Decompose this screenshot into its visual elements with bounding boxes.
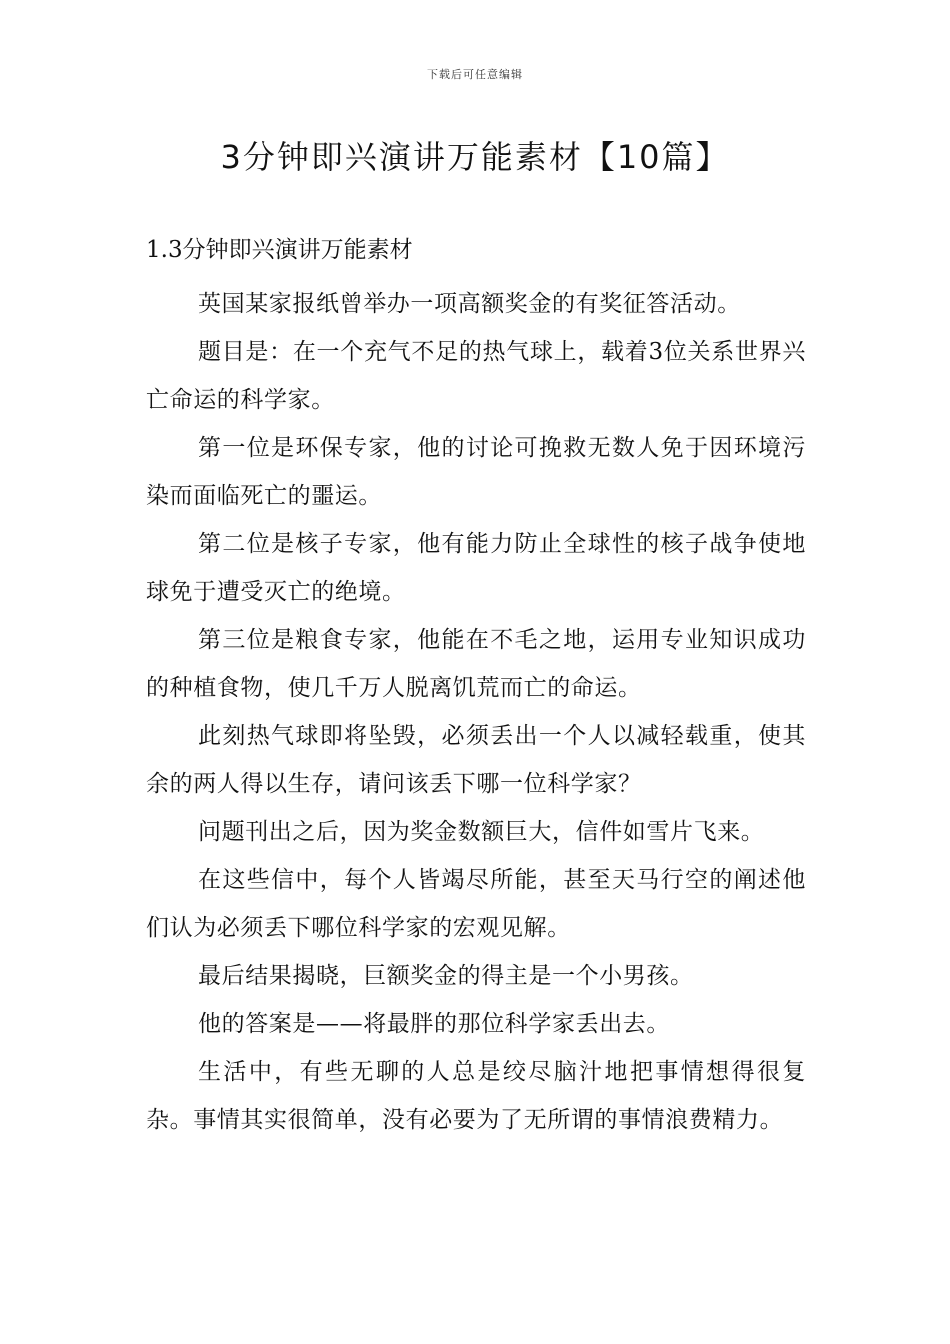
paragraph: 第二位是核子专家，他有能力防止全球性的核子战争使地球免于遭受灭亡的绝境。	[146, 531, 806, 605]
paragraph: 在这些信中，每个人皆竭尽所能，甚至天马行空的阐述他们认为必须丢下哪位科学家的宏观见解。	[146, 867, 806, 941]
paragraph: 最后结果揭晓，巨额奖金的得主是一个小男孩。	[198, 963, 694, 989]
paragraph: 问题刊出之后，因为奖金数额巨大，信件如雪片飞来。	[198, 819, 765, 845]
paragraph: 他的答案是——将最胖的那位科学家丢出去。	[198, 1011, 670, 1037]
document-body	[146, 232, 806, 1144]
paragraph: 此刻热气球即将坠毁，必须丢出一个人以减轻载重，使其余的两人得以生存，请问该丢下哪一位科学家？	[146, 723, 806, 797]
paragraph: 题目是：在一个充气不足的热气球上，载着3位关系世界兴亡命运的科学家。	[146, 339, 806, 413]
document-title: 3分钟即兴演讲万能素材【10篇】	[220, 138, 730, 176]
paragraph: 生活中，有些无聊的人总是绞尽脑汁地把事情想得很复杂。事情其实很简单，没有必要为了无所谓的事情浪费精力。	[146, 1059, 806, 1133]
header-note: 下载后可任意编辑	[427, 68, 523, 81]
section-heading: 1.3分钟即兴演讲万能素材	[146, 237, 413, 263]
paragraph: 第一位是环保专家，他的讨论可挽救无数人免于因环境污染而面临死亡的噩运。	[146, 435, 806, 509]
paragraph: 英国某家报纸曾举办一项高额奖金的有奖征答活动。	[198, 291, 741, 317]
paragraph: 第三位是粮食专家，他能在不毛之地，运用专业知识成功的种植食物，使几千万人脱离饥荒而亡的命运。	[146, 627, 806, 701]
